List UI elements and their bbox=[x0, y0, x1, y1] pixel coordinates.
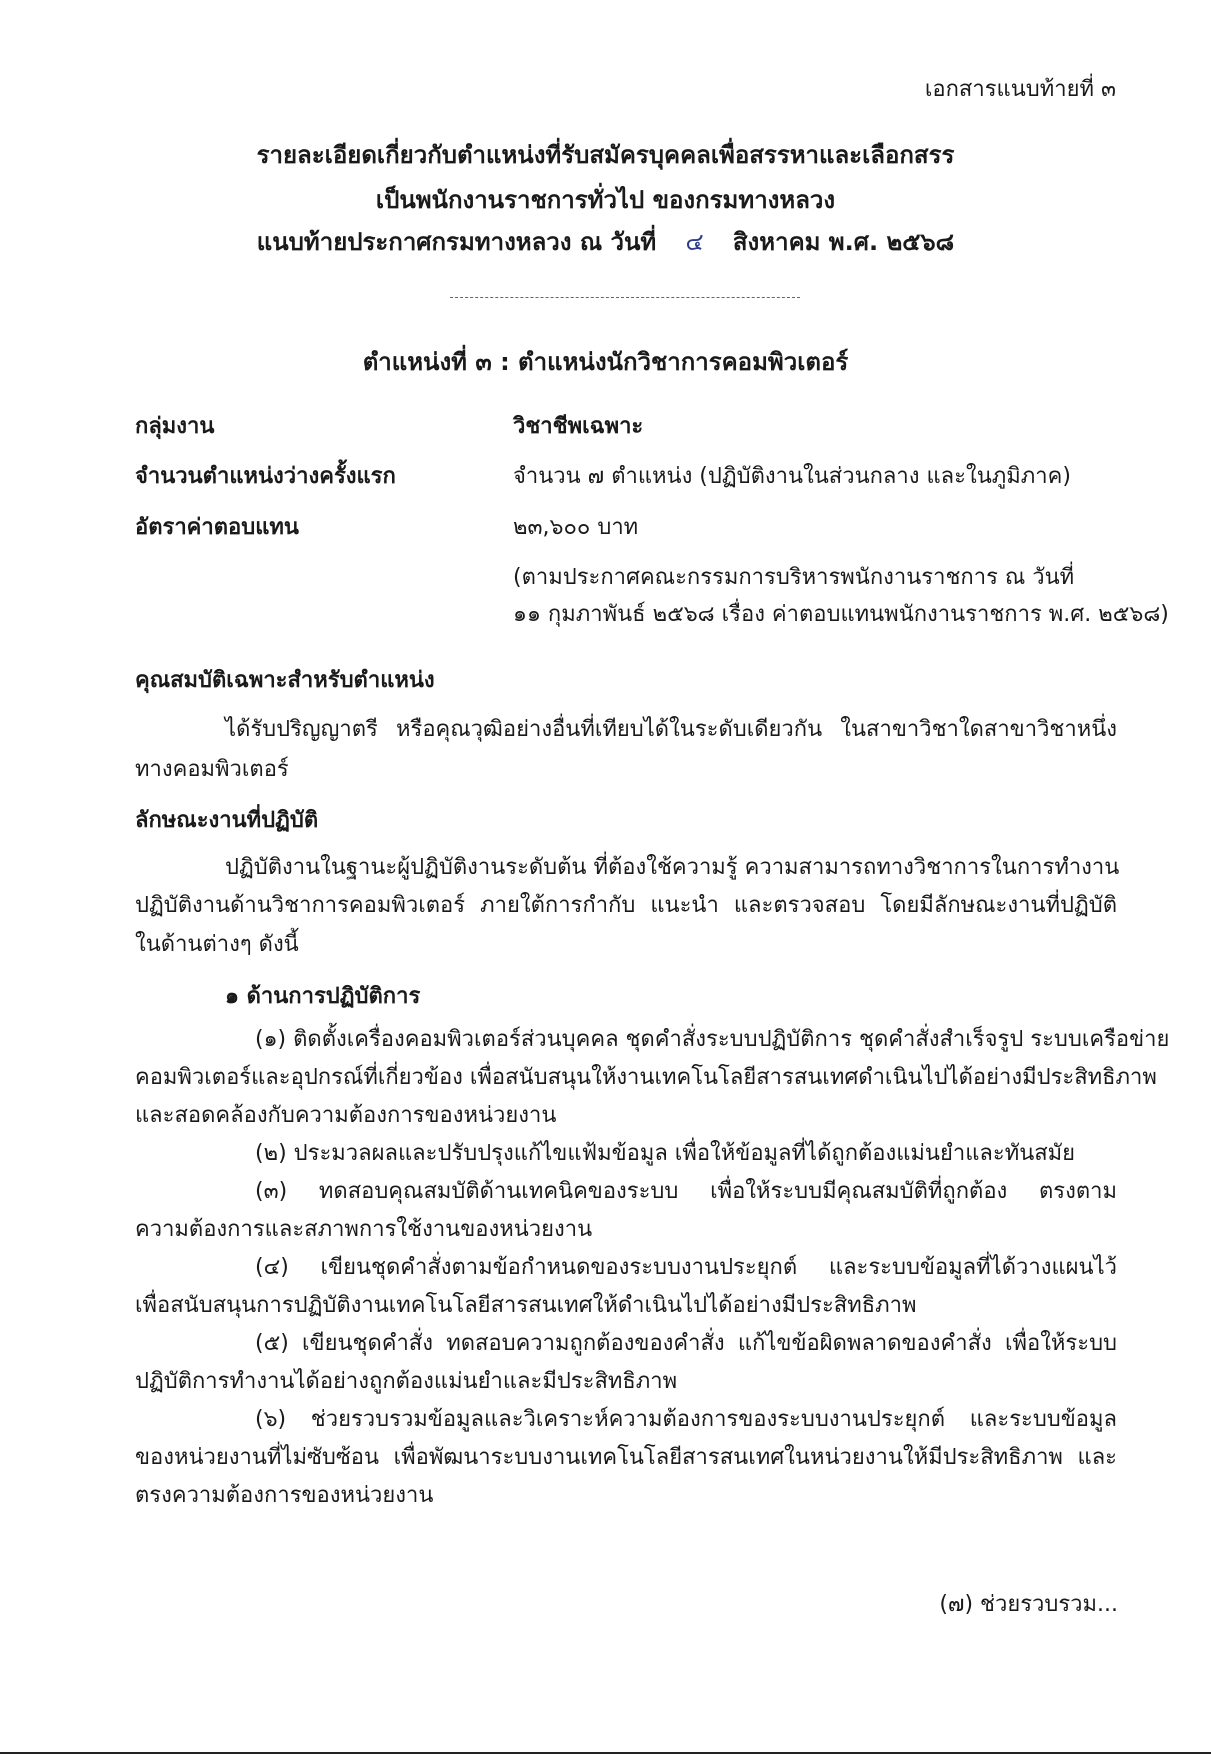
duties-intro-line-1: ปฏิบัติงานในฐานะผู้ปฏิบัติงานระดับต้น ที่ต้องใช้ความรู้ ความสามารถทางวิชาการในการทำงาน bbox=[225, 855, 1120, 880]
duties-heading: ลักษณะงานที่ปฏิบัติ bbox=[135, 808, 319, 833]
duty-item-6-line-1: (๖) ช่วยรวบรวมข้อมูลและวิเคราะห์ความต้องการของระบบงานประยุกต์ และระบบข้อมูล bbox=[255, 1407, 1117, 1432]
title-line-3 bbox=[0, 227, 1211, 257]
duty-item-1-line-2: คอมพิวเตอร์และอุปกรณ์ที่เกี่ยวข้อง เพื่อสนับสนุนให้งานเทคโนโลยีสารสนเทศดำเนินไปได้อย่างมีประสิทธิภาพ bbox=[135, 1065, 1157, 1090]
duty-item-1-line-3: และสอดคล้องกับความต้องการของหน่วยงาน bbox=[135, 1103, 557, 1128]
duty-item-4-line-1: (๔) เขียนชุดคำสั่งตามข้อกำหนดของระบบงานประยุกต์ และระบบข้อมูลที่ได้วางแผนไว้ bbox=[255, 1255, 1117, 1280]
continuation-text: (๗) ช่วยรวบรวม... bbox=[939, 1592, 1118, 1617]
duty-item-5-line-2: ปฏิบัติการทำงานได้อย่างถูกต้องแม่นยำและมีประสิทธิภาพ bbox=[135, 1369, 678, 1394]
duty-item-6-line-3: ตรงความต้องการของหน่วยงาน bbox=[135, 1483, 434, 1508]
duty-item-1-line-1: (๑) ติดตั้งเครื่องคอมพิวเตอร์ส่วนบุคคล ชุดคำสั่งระบบปฏิบัติการ ชุดคำสั่งสำเร็จรูป ระบบเครือข่าย bbox=[255, 1027, 1170, 1052]
salary-value: ๒๓,๖๐๐ บาท bbox=[513, 515, 639, 540]
salary-note-line-2: ๑๑ กุมภาพันธ์ ๒๕๖๘ เรื่อง ค่าตอบแทนพนักงานราชการ พ.ศ. ๒๕๖๘) bbox=[513, 602, 1169, 627]
duty-item-4-line-2: เพื่อสนับสนุนการปฏิบัติงานเทคโนโลยีสารสนเทศให้ดำเนินไปได้อย่างมีประสิทธิภาพ bbox=[135, 1293, 917, 1318]
title-line-2: เป็นพนักงานราชการทั่วไป ของกรมทางหลวง bbox=[375, 186, 836, 214]
group-label: กลุ่มงาน bbox=[135, 414, 215, 439]
duty-item-3-line-1: (๓) ทดสอบคุณสมบัติด้านเทคนิคของระบบ เพื่อให้ระบบมีคุณสมบัติที่ถูกต้อง ตรงตาม bbox=[255, 1179, 1117, 1204]
position-title: ตำแหน่งที่ ๓ : ตำแหน่งนักวิชาการคอมพิวเตอร์ bbox=[362, 348, 849, 376]
title-line-1: รายละเอียดเกี่ยวกับตำแหน่งที่รับสมัครบุคคลเพื่อสรรหาและเลือกสรร bbox=[256, 141, 955, 169]
title-date-suffix: สิงหาคม พ.ศ. ๒๕๖๘ bbox=[732, 228, 955, 256]
duty-item-5-line-1: (๕) เขียนชุดคำสั่ง ทดสอบความถูกต้องของคำสั่ง แก้ไขข้อผิดพลาดของคำสั่ง เพื่อให้ระบบ bbox=[255, 1331, 1117, 1356]
duty-item-3-line-2: ความต้องการและสภาพการใช้งานของหน่วยงาน bbox=[135, 1217, 593, 1242]
qualification-heading: คุณสมบัติเฉพาะสำหรับตำแหน่ง bbox=[135, 668, 435, 693]
duty-item-2-line-1: (๒) ประมวลผลและปรับปรุงแก้ไขแฟ้มข้อมูล เพื่อให้ข้อมูลที่ได้ถูกต้องแม่นยำและทันสมัย bbox=[255, 1141, 1076, 1166]
vacancy-label: จำนวนตำแหน่งว่างครั้งแรก bbox=[135, 464, 396, 489]
salary-note-line-1: (ตามประกาศคณะกรรมการบริหารพนักงานราชการ ณ วันที่ bbox=[513, 565, 1075, 590]
title-day: ๔ bbox=[685, 228, 704, 256]
qualification-line-2: ทางคอมพิวเตอร์ bbox=[135, 757, 289, 782]
duty-item-6-line-2: ของหน่วยงานที่ไม่ซับซ้อน เพื่อพัฒนาระบบงานเทคโนโลยีสารสนเทศในหน่วยงานให้มีประสิทธิภาพ และ bbox=[135, 1445, 1117, 1470]
salary-label: อัตราค่าตอบแทน bbox=[135, 515, 299, 540]
group-value: วิชาชีพเฉพาะ bbox=[513, 414, 644, 439]
duties-intro-line-3: ในด้านต่างๆ ดังนี้ bbox=[135, 932, 299, 957]
annex-label: เอกสารแนบท้ายที่ ๓ bbox=[924, 77, 1116, 102]
title-date-prefix: แนบท้ายประกาศกรมทางหลวง ณ วันที่ bbox=[256, 228, 657, 256]
duties-intro-line-2: ปฏิบัติงานด้านวิชาการคอมพิวเตอร์ ภายใต้การกำกับ แนะนำ และตรวจสอบ โดยมีลักษณะงานที่ปฏิบัติ bbox=[135, 893, 1117, 918]
qualification-line-1: ได้รับปริญญาตรี หรือคุณวุฒิอย่างอื่นที่เทียบได้ในระดับเดียวกัน ในสาขาวิชาใดสาขาวิชาหนึ่ง bbox=[225, 717, 1117, 742]
vacancy-value: จำนวน ๗ ตำแหน่ง (ปฏิบัติงานในส่วนกลาง และในภูมิภาค) bbox=[513, 464, 1071, 489]
section-operations-heading: ๑ ด้านการปฏิบัติการ bbox=[225, 984, 421, 1009]
divider bbox=[450, 297, 800, 298]
